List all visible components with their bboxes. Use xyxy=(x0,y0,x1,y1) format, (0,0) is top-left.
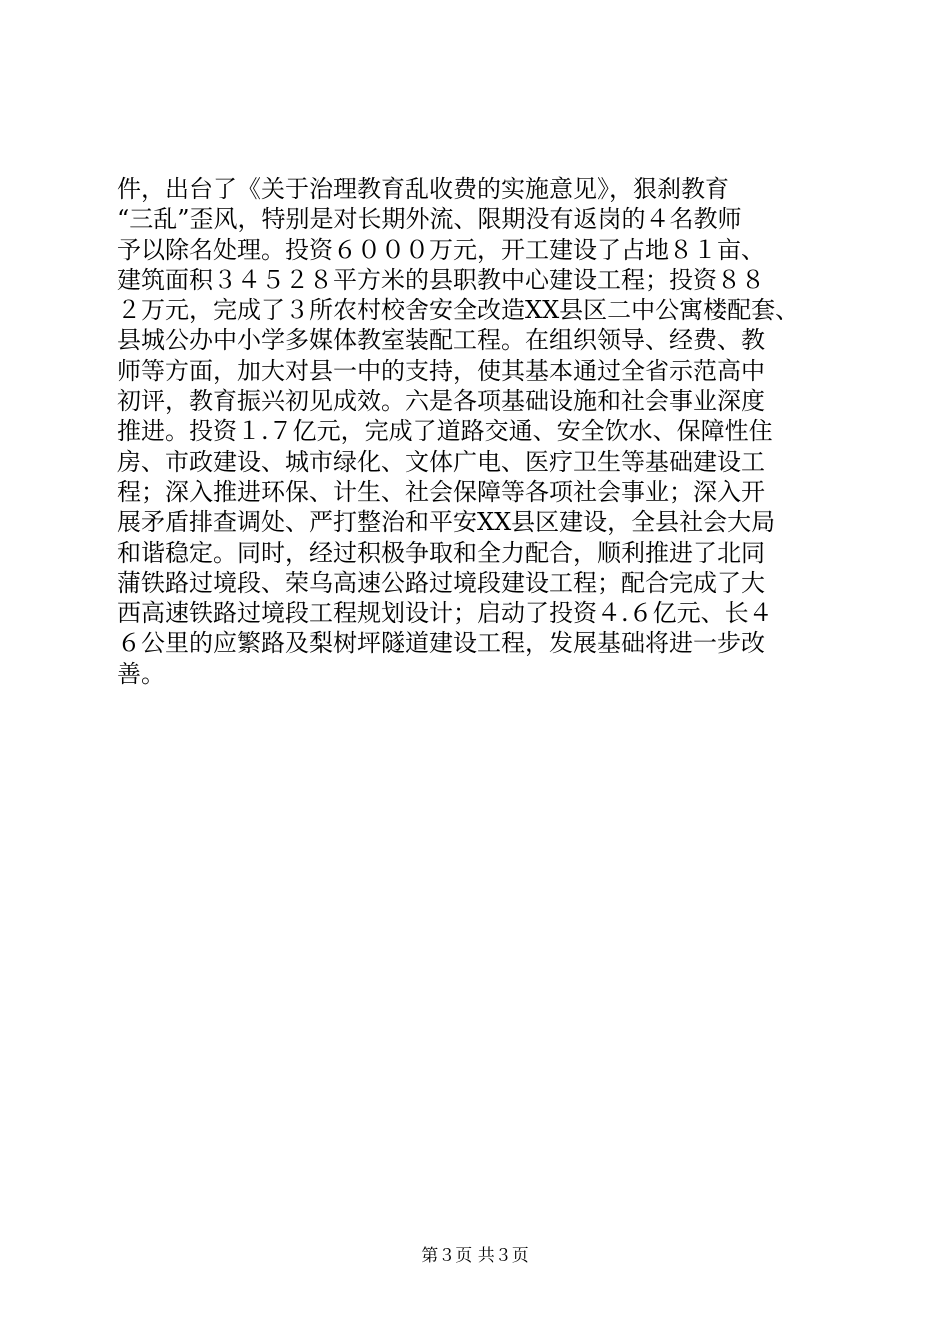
text-line: 予以除名处理。投资６０００万元，开工建设了占地８１亩、 xyxy=(117,235,765,264)
body-paragraph xyxy=(117,174,837,689)
text-line: 件，出台了《关于治理教育乱收费的实施意见》，狠刹教育 xyxy=(117,175,729,203)
text-line: 蒲铁路过境段、荣乌高速公路过境段建设工程；配合完成了大 xyxy=(117,568,765,597)
text-line: 程；深入推进环保、计生、社会保障等各项社会事业；深入开 xyxy=(117,477,765,506)
text-line: 和谐稳定。同时，经过积极争取和全力配合，顺利推进了北同 xyxy=(117,538,765,567)
page-footer xyxy=(0,1245,950,1267)
text-line: ６公里的应繁路及梨树坪隧道建设工程，发展基础将进一步改 xyxy=(117,629,765,658)
page-number-label: 第３页 共３页 xyxy=(421,1246,529,1266)
text-line: 师等方面，加大对县一中的支持，使其基本通过全省示范高中 xyxy=(117,356,765,385)
text-line: 展矛盾排查调处、严打整治和平安XX县区建设，全县社会大局 xyxy=(117,508,776,537)
text-line: 房、市政建设、城市绿化、文体广电、医疗卫生等基础建设工 xyxy=(117,447,765,476)
text-line: 善。 xyxy=(117,659,165,688)
text-line: ２万元，完成了３所农村校舍安全改造XX县区二中公寓楼配套、 xyxy=(117,296,800,325)
text-line: “三乱”歪风，特别是对长期外流、限期没有返岗的４名教师 xyxy=(117,205,742,234)
text-line: 初评，教育振兴初见成效。六是各项基础设施和社会事业深度 xyxy=(117,387,765,416)
text-line: 推进。投资１.７亿元，完成了道路交通、安全饮水、保障性住 xyxy=(117,417,773,446)
text-line: 建筑面积３４５２８平方米的县职教中心建设工程；投资８８ xyxy=(117,265,765,294)
text-line: 县城公办中小学多媒体教室装配工程。在组织领导、经费、教 xyxy=(117,326,765,355)
text-line: 西高速铁路过境段工程规划设计；启动了投资４.６亿元、长４ xyxy=(117,599,773,628)
